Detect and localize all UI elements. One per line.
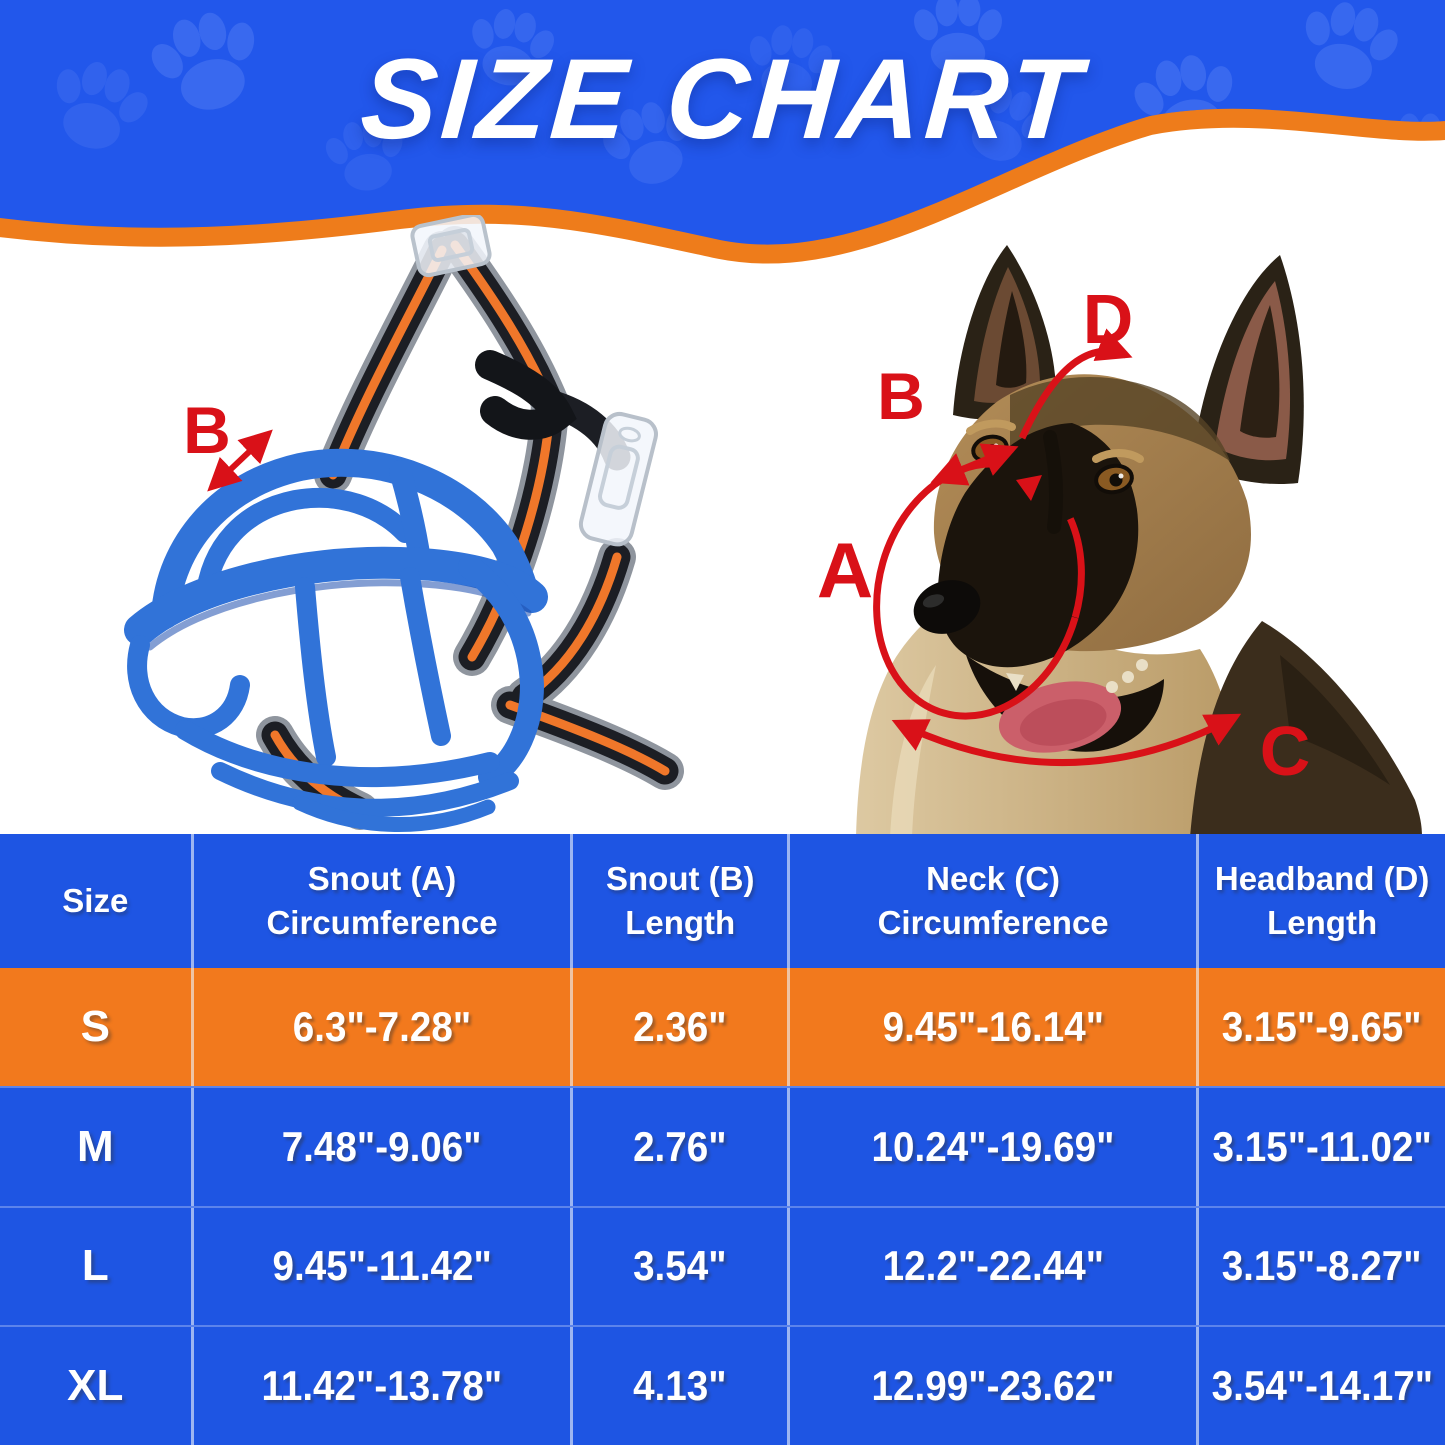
cell-snout-a [191, 1088, 571, 1206]
measurement-value: 3.54"-14.17" [1211, 1362, 1433, 1410]
cell-snout-b [570, 968, 787, 1086]
col-header-size [0, 834, 191, 968]
table-header-row [0, 834, 1445, 968]
cell-neck-c [787, 1327, 1196, 1445]
cell-neck-c [787, 968, 1196, 1086]
col-header-text: Circumference [266, 904, 498, 941]
size-value: S [80, 1001, 110, 1051]
measurement-value: 2.36" [633, 1002, 727, 1050]
cell-headband-d [1196, 1327, 1445, 1445]
col-header-snout-a [191, 834, 571, 968]
measurement-value: 3.15"-11.02" [1212, 1122, 1432, 1170]
measure-label-a: A [816, 526, 874, 614]
table-row-size-s [0, 968, 1445, 1086]
dog-blaze [1050, 437, 1056, 527]
cell-snout-a [191, 1327, 571, 1445]
table-row-size-xl [0, 1325, 1445, 1445]
measurement-value: 4.13" [633, 1362, 727, 1410]
col-header-text: Size [62, 882, 129, 920]
cell-snout-a [191, 1208, 571, 1326]
cell-neck-c [787, 1208, 1196, 1326]
cell-size [0, 1208, 191, 1326]
measurement-value: 3.15"-9.65" [1222, 1002, 1423, 1050]
col-header-text: Headband (D) [1214, 860, 1430, 898]
measurement-value: 3.15"-8.27" [1222, 1242, 1423, 1290]
measurement-value: 11.42"-13.78" [261, 1362, 503, 1410]
cell-snout-b [570, 1088, 787, 1206]
cell-size [0, 1088, 191, 1206]
cell-neck-c [787, 1088, 1196, 1206]
measurement-value: 7.48"-9.06" [282, 1122, 482, 1170]
col-header-text: Snout (B) [606, 860, 755, 898]
measurement-value: 9.45"-16.14" [882, 1002, 1104, 1050]
col-header-text: Length [625, 904, 736, 941]
col-header-snout-b [570, 834, 787, 968]
measure-label-b: B [877, 359, 925, 433]
measurement-value: 12.2"-22.44" [882, 1242, 1104, 1290]
dog-measurement-figure [760, 225, 1445, 837]
cell-headband-d [1196, 1208, 1445, 1326]
measurement-value: 2.76" [633, 1122, 727, 1170]
cell-headband-d [1196, 968, 1445, 1086]
cell-headband-d [1196, 1088, 1445, 1206]
measurement-value: 9.45"-11.42" [272, 1242, 492, 1290]
measure-label-c: C [1259, 712, 1311, 790]
cell-size [0, 1327, 191, 1445]
measure-label-d: D [1082, 280, 1134, 358]
dog-illustration [856, 245, 1422, 837]
measurement-value: 12.99"-23.62" [871, 1362, 1115, 1410]
col-header-text: Circumference [877, 904, 1109, 941]
col-header-text: Snout (A) [307, 860, 457, 898]
muzzle-product-figure [70, 215, 690, 835]
measurement-value: 10.24"-19.69" [871, 1122, 1115, 1170]
size-value: XL [67, 1361, 124, 1411]
measurement-value: 6.3"-7.28" [292, 1002, 472, 1050]
size-value: M [76, 1121, 114, 1171]
col-header-headband-d [1196, 834, 1445, 968]
measurement-value: 3.54" [633, 1242, 727, 1290]
size-value: L [81, 1241, 109, 1291]
table-row-size-l [0, 1206, 1445, 1326]
col-header-neck-c [787, 834, 1196, 968]
cell-snout-b [570, 1208, 787, 1326]
measure-label-b-muzzle: B [183, 393, 231, 467]
table-row-size-m [0, 1086, 1445, 1206]
cell-snout-a [191, 968, 571, 1086]
size-table [0, 834, 1445, 1445]
col-header-text: Neck (C) [926, 860, 1061, 898]
col-header-text: Length [1267, 904, 1378, 941]
page-title: SIZE CHART [357, 36, 1088, 163]
cell-snout-b [570, 1327, 787, 1445]
cell-size [0, 968, 191, 1086]
